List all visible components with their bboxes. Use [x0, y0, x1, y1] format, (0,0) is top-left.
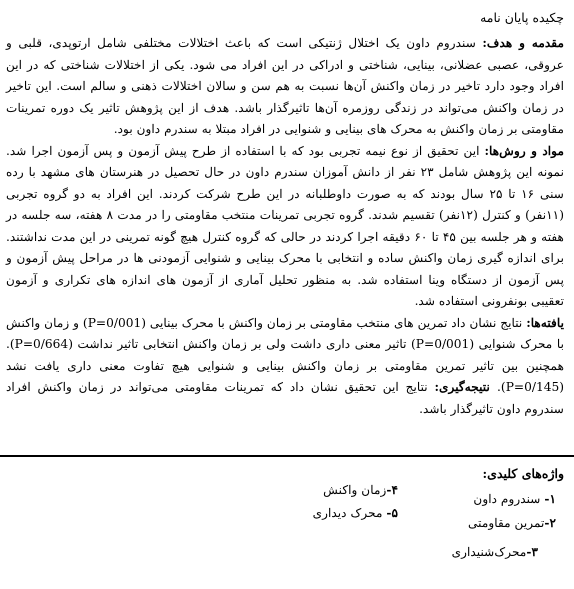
methods-heading: مواد و روش‌ها: — [484, 143, 564, 158]
keyword-label: زمان واکنش — [323, 483, 387, 497]
keyword-label: سندروم داون — [473, 492, 545, 506]
keyword-item — [313, 505, 398, 521]
keyword-number: ۴- — [386, 483, 398, 497]
section-divider — [0, 455, 574, 457]
abstract-body — [6, 33, 564, 420]
keyword-label: تمرین مقاومتی — [468, 516, 545, 530]
keyword-item — [473, 491, 556, 507]
page-title: چکیده پایان نامه — [480, 10, 564, 25]
keyword-item — [452, 544, 538, 560]
conclusion-heading: نتیجه‌گیری: — [434, 380, 498, 394]
keyword-number: ۲- — [544, 516, 556, 530]
keyword-label: محرک‌شنیداری — [451, 545, 527, 559]
keyword-item — [468, 515, 556, 531]
keyword-item — [323, 482, 398, 498]
keywords-heading: واژه‌های کلیدی: — [482, 466, 564, 481]
methods-text: این تحقیق از نوع نیمه تجربی بود که با استفاده از طرح پیش آزمون و پس آزمون اجرا شد. نمونه این پژوهش شامل ۲۳ نفر از دانش آموزان سندرم داون در حال تحصیل در هنرستان های مشهد با رده سنی ۱۶ تا ۲۵ سال بودند که به صورت داوطلبانه در این طرح شرکت کردند. این افراد به دو گروه تجربی (۱۱نفر) و کنترل (۱۲نفر) تقسیم شدند. گروه تجربی تمرینات منتخب مقاومتی را در مدت ۸ هفته، سه جلسه در هفته و هر جلسه بین ۴۵ تا ۶۰ دقیقه اجرا کردند در حالی که گروه کنترل هیچ گونه تمرینی در این مدت نداشتند. برای اندازه گیری زمان واکنش ساده و انتخابی با محرک بینایی و شنوایی آزمودنی ها در مراحل پیش آزمون و پس آزمون از دستگاه وینا استفاده شد. به منظور تحلیل آماری از آزمون های اندازه های تکراری و آزمون تعقیبی بونفرونی استفاده شد. — [6, 143, 565, 308]
conclusion-text: نتایج این تحقیق نشان داد که تمرینات مقاومتی می‌تواند در زمان واکنش افراد سندروم داون تاثیرگذار باشد. — [6, 380, 564, 416]
results-paragraph — [6, 313, 564, 421]
intro-text: سندروم داون یک اختلال ژنتیکی است که باعث اختلالات مختلفی شامل ارتوپدی، قلبی و عروقی، عصبی عضلانی، بینایی، شناختی و ادراکی در این افراد می شود. یکی از اختلالات شناختی که در این افراد وجود دارد تاخیر در زمان واکنش آن‌ها نسبت به هم سن و سالان اختلالات ذهنی و سالم است. این تاخیر در زمان واکنش می‌تواند در زندگی روزمره آن‌ها تاثیرگذار باشد. هدف از این پژوهش تاثیر یک دوره تمرینات مقاومتی بر زمان واکنش به محرک های بینایی و شنوایی در افراد مبتلا به سندرم داون بود. — [6, 36, 564, 136]
methods-paragraph — [6, 141, 564, 313]
keyword-label: محرک دیداری — [312, 506, 387, 520]
results-text: نتایج نشان داد تمرین های منتخب مقاومتی بر زمان واکنش با محرک بینایی (P=0/001) و زمان واکنش با محرک شنوایی (P=0/001) تاثیر معنی داری داشت ولی بر زمان واکنش انتخابی تاثیر نداشت (P=0/664). همچنین بین تاثیر تمرین مقاومتی بر زمان واکنش بینایی و شنوایی هیچ تفاوت معنی داری یافت نشد (P=0/145). — [6, 315, 564, 394]
keyword-number: ۵- — [386, 506, 398, 520]
results-heading: یافته‌ها: — [526, 315, 564, 330]
keyword-number: ۳- — [526, 545, 538, 559]
intro-paragraph — [6, 33, 564, 141]
intro-heading: مقدمه و هدف: — [482, 36, 564, 50]
keyword-number: ۱- — [544, 492, 556, 506]
